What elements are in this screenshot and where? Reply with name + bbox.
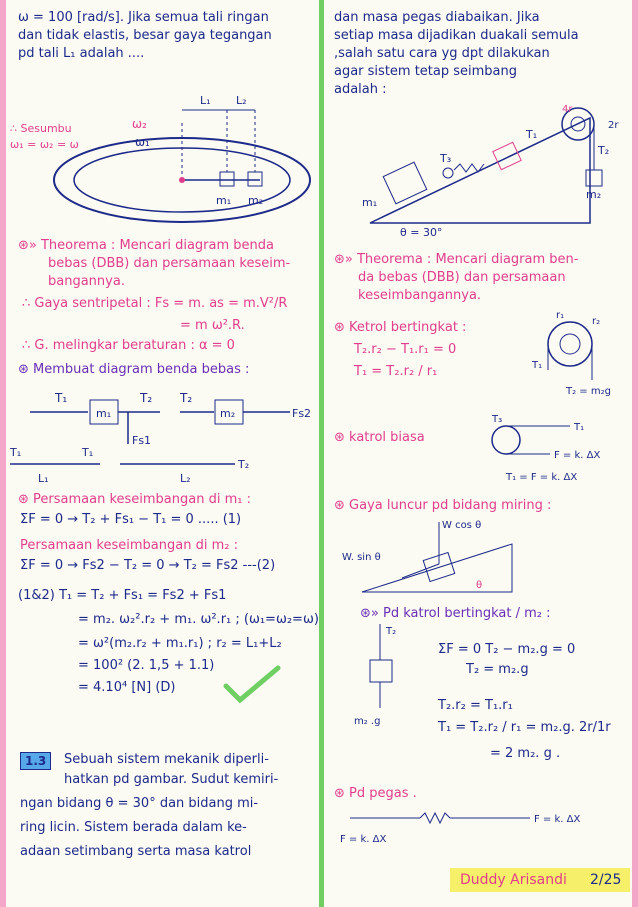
pegas-figure	[340, 804, 610, 854]
fig-theta: θ = 30°	[400, 226, 443, 238]
katrol-figure	[450, 410, 630, 490]
fbd-T2: T₂	[140, 391, 153, 405]
ketrol-eq-1: T₂.r₂ − T₁.r₁ = 0	[354, 342, 457, 357]
fbd-Fs1: Fs1	[132, 434, 152, 447]
fig-note-2: ω₁ = ω₂ = ω	[10, 138, 79, 151]
ketrol-r1: r₁	[556, 310, 565, 321]
pd-eq-4: T₁ = T₂.r₂ / r₁ = m₂.g. 2r/1r	[438, 720, 611, 735]
pd-title: ⊛» Pd katrol bertingkat / m₂ :	[360, 606, 551, 621]
fbd-Fs2: Fs2	[292, 407, 312, 420]
r-theorem-2: da bebas (DBB) dan persamaan	[358, 270, 566, 285]
pd-m2g: m₂ .g	[354, 716, 381, 727]
katrol-T3: T₃	[492, 414, 503, 425]
fig-m2: m₂	[248, 194, 264, 207]
ketrol-r2: r₂	[592, 316, 601, 327]
katrol-F: F = k. ΔX	[554, 450, 601, 461]
gaya-title: ⊛ Gaya luncur pd bidang miring :	[334, 498, 552, 513]
gaya-wcos: W cos θ	[442, 520, 482, 531]
fig-L2: L₂	[236, 94, 247, 107]
ketrol-eq-2: T₁ = T₂.r₂ / r₁	[354, 364, 438, 379]
rotation-figure	[10, 80, 315, 230]
fig-m2: m₂	[586, 188, 602, 201]
r-theorem-3: keseimbangannya.	[358, 288, 482, 303]
sol-line-5: = 4.10⁴ [N] (D)	[78, 680, 176, 695]
ketrol-title: ⊛ Ketrol bertingkat :	[334, 320, 467, 335]
page-number: 2/25	[590, 872, 622, 888]
katrol-T1: T₁	[574, 422, 585, 433]
fbd-T2b: T₂	[180, 391, 193, 405]
fig-T3: T₃	[440, 152, 452, 165]
gmb-line: ∴ G. melingkar beraturan : α = 0	[22, 338, 235, 353]
pd-eq-2: T₂ = m₂.g	[466, 662, 529, 677]
katrol-title: ⊛ katrol biasa	[334, 430, 425, 445]
pd-eq-3: T₂.r₂ = T₁.r₁	[438, 698, 513, 713]
theorem-line-3: bangannya.	[48, 274, 125, 289]
problem-line-3: ngan bidang θ = 30° dan bidang mi-	[20, 796, 259, 811]
pd-eq-1: ΣF = 0 T₂ − m₂.g = 0	[438, 642, 576, 657]
gaya-figure	[342, 514, 532, 598]
ketrol-T2: T₂ = m₂g	[566, 386, 611, 397]
r-intro-4: agar sistem tetap seimbang	[334, 64, 518, 79]
fig-L1: L₁	[200, 94, 211, 107]
fbd-title: ⊛ Membuat diagram benda bebas :	[18, 362, 250, 377]
gaya-theta: θ	[476, 580, 483, 591]
fbd-T1b: T₁	[10, 446, 22, 459]
gaya-wsin: W. sin θ	[342, 552, 381, 563]
pd-eq-5: = 2 m₂. g .	[490, 746, 561, 761]
theorem-line-1: ⊛» Theorema : Mencari diagram benda	[18, 238, 274, 253]
pegas-F2: F = k. ΔX	[340, 834, 387, 845]
fig-m1: m₁	[216, 194, 232, 207]
fbd-L1: L₁	[38, 472, 49, 485]
fbd-m2: m₂	[220, 407, 236, 420]
fig-T1: T₁	[526, 128, 538, 141]
pd-figure	[350, 620, 420, 730]
pegas-F1: F = k. ΔX	[534, 814, 581, 825]
problem-line-4: ring licin. Sistem berada dalam ke-	[20, 820, 247, 835]
eq-title-1: ⊛ Persamaan keseimbangan di m₁ :	[18, 492, 251, 507]
sol-line-2: = m₂. ω₂².r₂ + m₁. ω².r₁ ; (ω₁=ω₂=ω)	[78, 612, 319, 627]
theorem-line-2: bebas (DBB) dan persamaan keseim-	[48, 256, 291, 271]
fig-T2: T₂	[598, 144, 610, 157]
katrol-eq: T₁ = F = k. ΔX	[506, 472, 578, 483]
fig-m1: m₁	[362, 196, 378, 209]
left-border	[0, 0, 6, 907]
ketrol-figure	[508, 306, 633, 398]
problem-line-2: hatkan pd gambar. Sudut kemiri-	[64, 772, 279, 787]
pd-T2: T₂	[386, 626, 397, 637]
fig-w2: ω₂	[132, 117, 147, 131]
eq-1: ΣF = 0 → T₂ + Fs₁ − T₁ = 0 ..... (1)	[20, 512, 242, 527]
r-intro-3: ,salah satu cara yg dpt dilakukan	[334, 46, 550, 61]
fbd-figure	[10, 382, 315, 487]
problem-line-1: Sebuah sistem mekanik diperli-	[64, 752, 269, 767]
centripetal-line-2: = m ω².R.	[180, 318, 245, 333]
fig-2r: 2r	[608, 120, 619, 131]
sol-line-3: = ω²(m₂.r₂ + m₁.r₁) ; r₂ = L₁+L₂	[78, 636, 282, 651]
fig-w1: ω₁	[135, 135, 150, 149]
eq-title-2: Persamaan keseimbangan di m₂ :	[20, 538, 238, 553]
r-intro-1: dan masa pegas diabaikan. Jika	[334, 10, 540, 25]
centripetal-line: ∴ Gaya sentripetal : Fs = m. as = m.V²/R	[22, 296, 288, 311]
r-intro-2: setiap masa dijadikan duakali semula	[334, 28, 579, 43]
sol-line-4: = 100² (2. 1,5 + 1.1)	[78, 658, 215, 673]
intro-line-3: pd tali L₁ adalah ....	[18, 46, 145, 61]
sol-line-1: (1&2) T₁ = T₂ + Fs₁ = Fs2 + Fs1	[18, 588, 227, 603]
right-border	[632, 0, 638, 907]
problem-line-5: adaan setimbang serta masa katrol	[20, 844, 252, 859]
ketrol-T1: T₁	[532, 360, 543, 371]
incline-figure	[330, 98, 630, 238]
fbd-T1c: T₁	[82, 446, 94, 459]
fbd-T1: T₁	[55, 391, 68, 405]
intro-line-2: dan tidak elastis, besar gaya tegangan	[18, 28, 272, 43]
fbd-L2: L₂	[180, 472, 191, 485]
problem-number-badge: 1.3	[20, 752, 51, 770]
fbd-T2c: T₂	[238, 458, 250, 471]
fbd-m1: m₁	[96, 407, 112, 420]
pegas-title: ⊛ Pd pegas .	[334, 786, 417, 801]
fig-4r: 4r	[562, 104, 573, 115]
eq-2: ΣF = 0 → Fs2 − T₂ = 0 → T₂ = Fs2 ---(2)	[20, 558, 276, 573]
intro-line-1: ω = 100 [rad/s]. Jika semua tali ringan	[18, 10, 269, 25]
column-divider	[319, 0, 324, 907]
r-theorem-1: ⊛» Theorema : Mencari diagram ben-	[334, 252, 579, 267]
check-mark-icon	[222, 664, 282, 704]
footer-author: Duddy Arisandi	[460, 872, 567, 888]
fig-note-1: ∴ Sesumbu	[10, 122, 72, 135]
r-intro-5: adalah :	[334, 82, 387, 97]
